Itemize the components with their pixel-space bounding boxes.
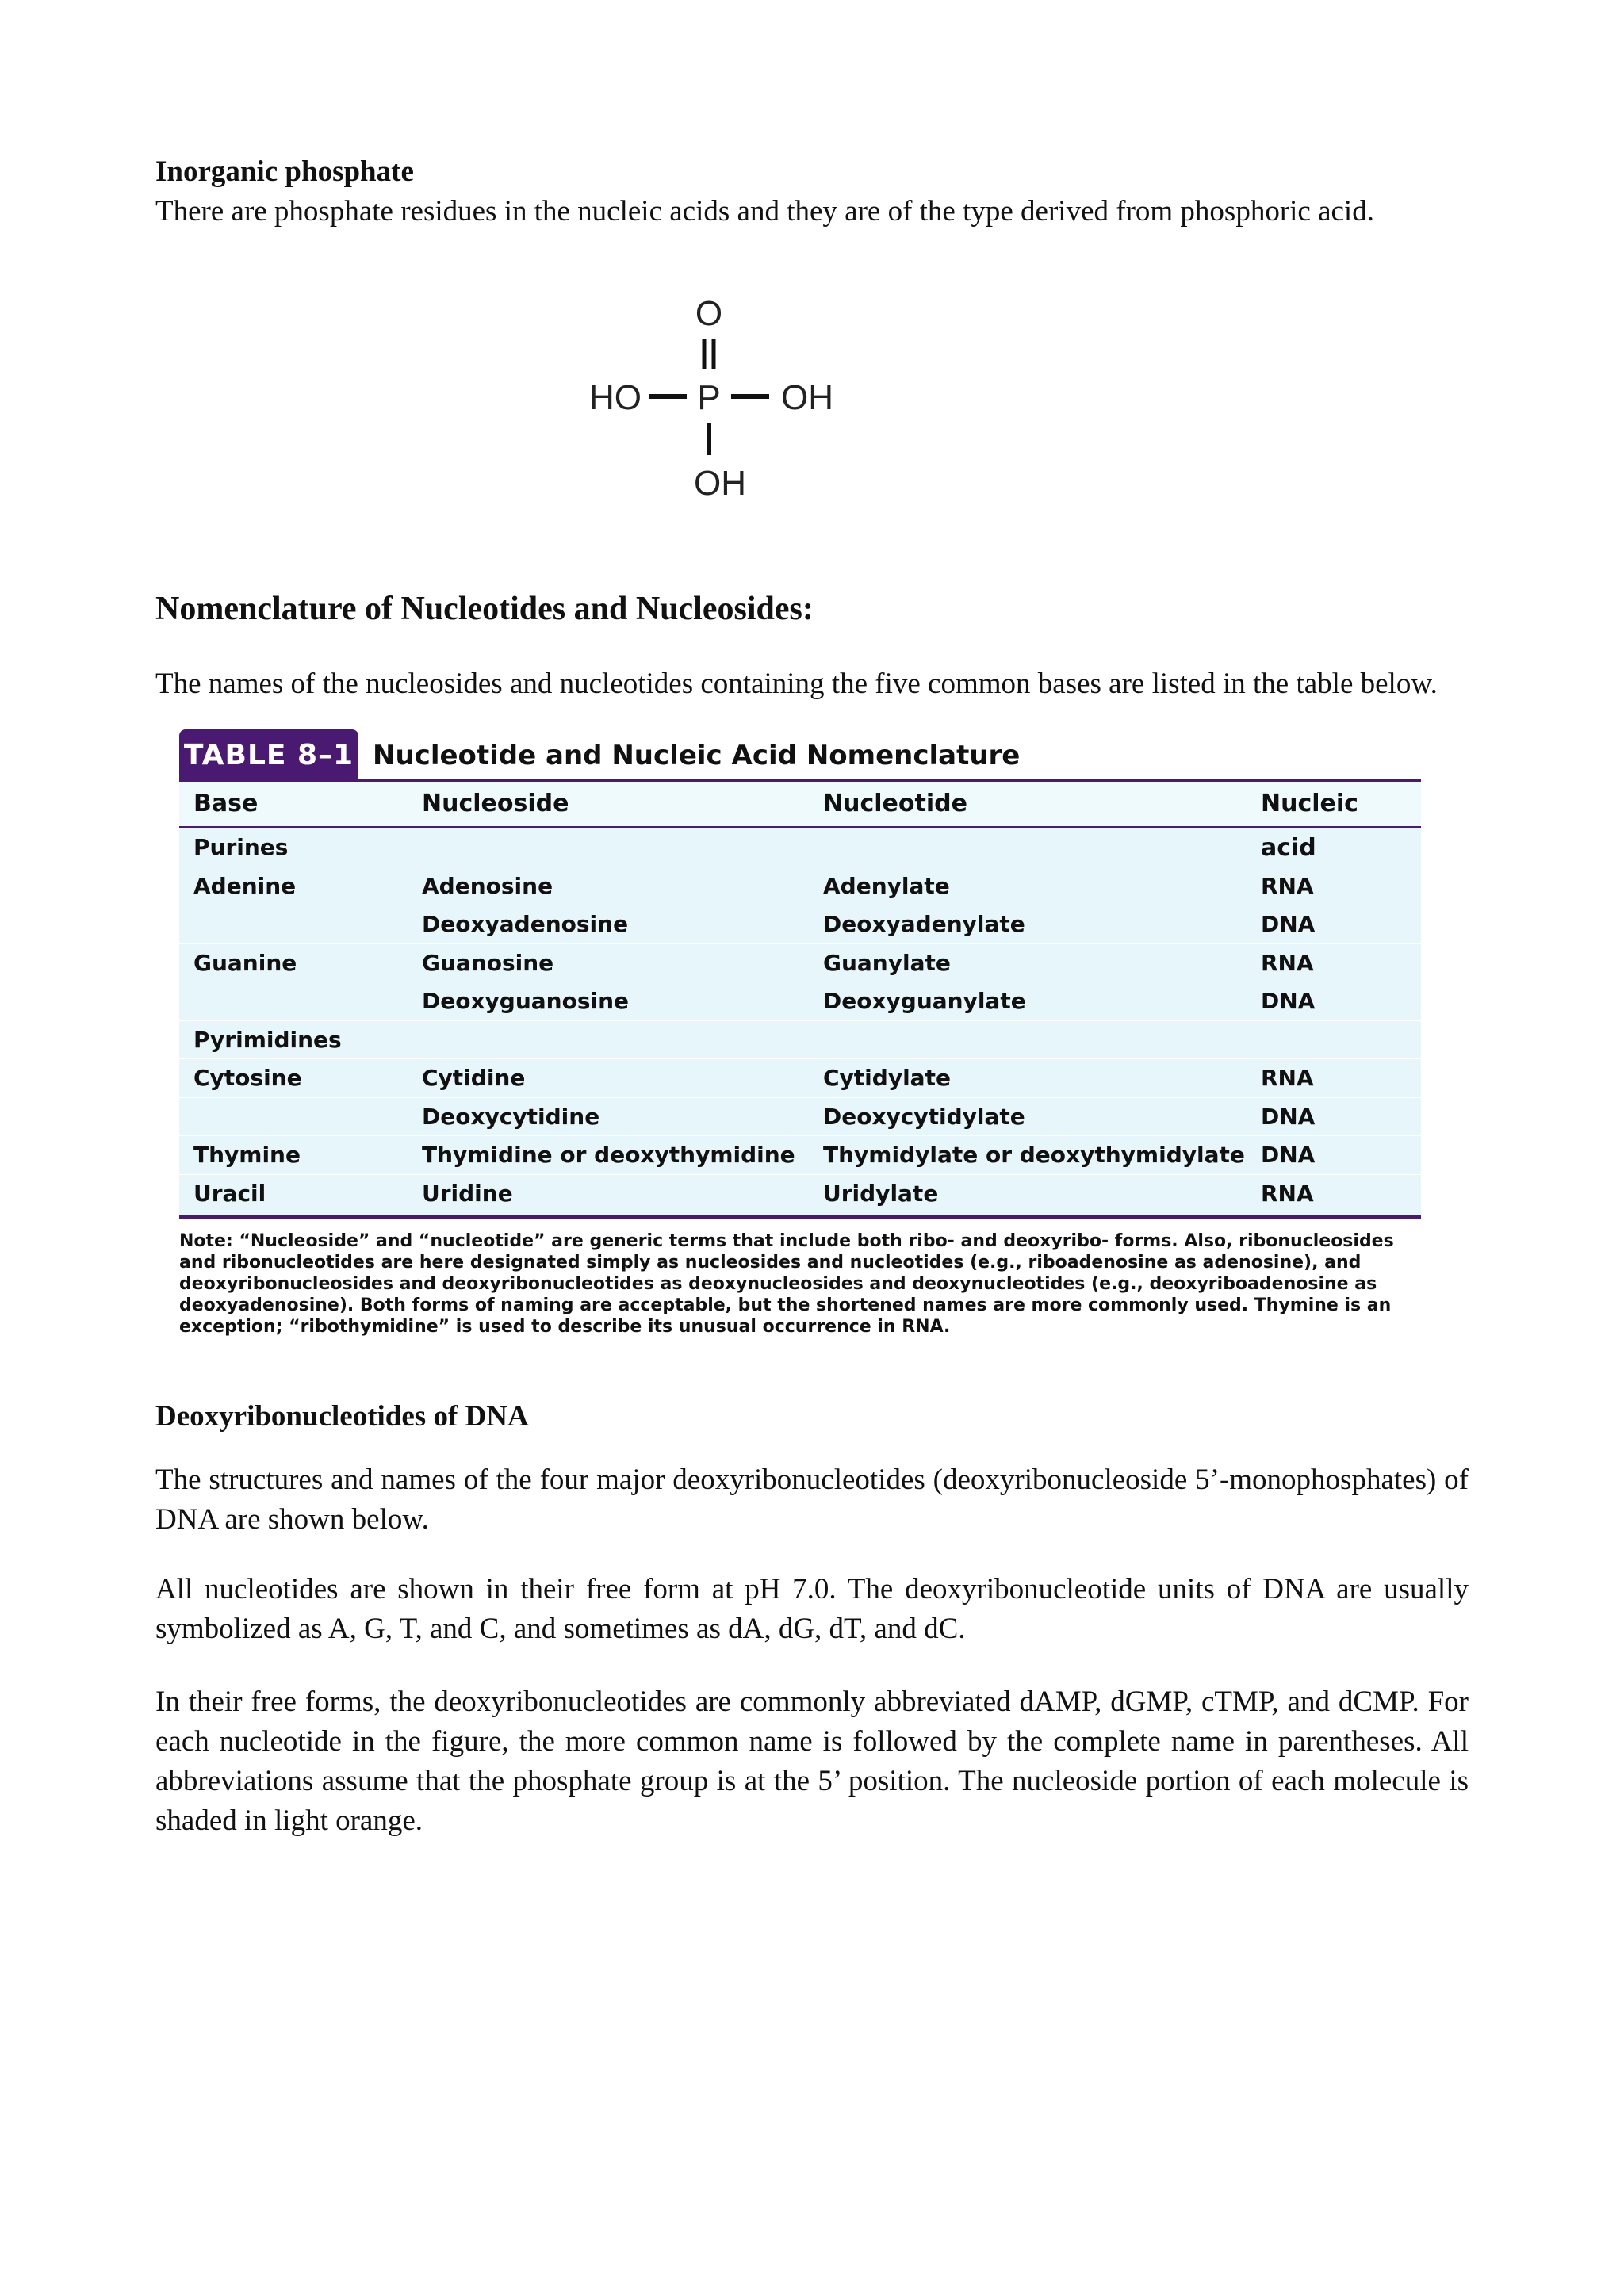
- paragraph-nomenclature: The names of the nucleosides and nucleotides containing the five common bases are listed in the table below.: [155, 668, 1438, 700]
- cell-nucleotide: Uridylate: [823, 1180, 939, 1207]
- cell-nucleoside: Guanosine: [422, 949, 554, 976]
- structure-atom-p: P: [697, 378, 721, 417]
- paragraph-deoxy-2: All nucleotides are shown in their free form at pH 7.0. The deoxyribonucleotide units of DNA are usually symbolized as A, G, T, and C, and sometimes as dA, dG, dT, and dC.: [155, 1573, 1469, 1645]
- cell-nucleotide: Deoxyadenylate: [823, 911, 1025, 937]
- table-row: [179, 1058, 1421, 1097]
- table-row: [179, 905, 1421, 943]
- cell-nucleotide: Guanylate: [823, 949, 951, 976]
- table-row: [179, 867, 1421, 905]
- cell-nucleotide: Adenylate: [823, 872, 950, 899]
- cell-nucleic-acid: DNA: [1261, 911, 1316, 937]
- section-heading-nomenclature: Nomenclature of Nucleotides and Nucleosides:: [155, 591, 814, 627]
- cell-base: Guanine: [193, 949, 297, 976]
- table-row: [179, 1135, 1421, 1174]
- section-heading-inorganic-phosphate: Inorganic phosphate: [155, 155, 414, 188]
- column-header-base: Base: [193, 790, 259, 817]
- cell-nucleic-acid: DNA: [1261, 1103, 1316, 1130]
- table-row: [179, 982, 1421, 1020]
- paragraph-deoxy-3: In their free forms, the deoxyribonucleotides are commonly abbreviated dAMP, dGMP, cTMP, and dCMP. For each nucleotide in the figure, the more common name is followed by the complete name in parentheses. All abbreviations assume that the phosphate group is at the 5’ position. The nucleoside portion of each molecule is shaded in light orange.: [155, 1686, 1469, 1837]
- table-note-text: “Nucleoside” and “nucleotide” are generic terms that include both ribo- and deoxyribo- forms. Also, ribonucleosides and ribonucleotides are here designated simply as nucleosides and nucleotides (e.g., riboadenosine as adenosine), and deoxyribonucleosides and deoxyribonucleotides as deoxynucleosides and deoxynucleotides (e.g., deoxyriboadenosine as deoxyadenosine). Both forms of naming are acceptable, but the shortened names are more commonly used. Thymine is an exception; “ribothymidine” is used to describe its unusual occurrence in RNA.: [179, 1231, 1394, 1337]
- cell-nucleic-acid: DNA: [1261, 988, 1316, 1014]
- cell-nucleotide: Thymidylate or deoxythymidylate: [823, 1142, 1245, 1168]
- cell-nucleoside: Deoxyguanosine: [422, 988, 630, 1014]
- cell-nucleoside: Uridine: [422, 1180, 513, 1207]
- table-row: [179, 828, 1421, 867]
- paragraph-deoxy-1: The structures and names of the four major deoxyribonucleotides (deoxyribonucleoside 5’-monophosphates) of DNA are shown below.: [155, 1464, 1469, 1536]
- table-note-label: Note:: [179, 1231, 233, 1251]
- column-header-nucleoside: Nucleoside: [422, 790, 569, 817]
- cell-nucleotide: Deoxycytidylate: [823, 1103, 1025, 1130]
- table-row: [179, 1097, 1421, 1136]
- table-body: [179, 828, 1421, 1219]
- structure-atom-o-top: O: [695, 294, 723, 333]
- cell-base: Uracil: [193, 1180, 266, 1207]
- section-heading-deoxyribonucleotides: Deoxyribonucleotides of DNA: [155, 1400, 529, 1433]
- cell-base: Pyrimidines: [193, 1026, 342, 1053]
- phosphoric-acid-structure: [585, 285, 855, 515]
- paragraph-inorganic-phosphate: There are phosphate residues in the nucleic acids and they are of the type derived from phosphoric acid.: [155, 195, 1374, 228]
- nomenclature-table: [179, 729, 1421, 1337]
- cell-nucleic-acid: RNA: [1261, 1180, 1314, 1207]
- cell-nucleic-acid: RNA: [1261, 1065, 1314, 1091]
- column-header-nucleic-acid: Nucleic acid: [1261, 790, 1358, 862]
- cell-base: Purines: [193, 834, 289, 860]
- cell-base: Thymine: [193, 1142, 301, 1168]
- structure-group-oh-right: OH: [781, 378, 833, 417]
- cell-nucleoside: Thymidine or deoxythymidine: [422, 1142, 795, 1168]
- structure-group-ho-left: HO: [589, 378, 642, 417]
- cell-nucleoside: Deoxycytidine: [422, 1103, 600, 1130]
- table-row: [179, 1020, 1421, 1059]
- table-title: Nucleotide and Nucleic Acid Nomenclature: [373, 740, 1021, 771]
- cell-base: Adenine: [193, 872, 297, 899]
- cell-nucleic-acid: DNA: [1261, 1142, 1316, 1168]
- structure-group-oh-bottom: OH: [694, 464, 746, 503]
- cell-nucleic-acid: RNA: [1261, 872, 1314, 899]
- cell-nucleotide: Cytidylate: [823, 1065, 951, 1091]
- cell-nucleotide: Deoxyguanylate: [823, 988, 1026, 1014]
- table-row: [179, 1174, 1421, 1213]
- table-note: [179, 1230, 1400, 1337]
- table-badge: TABLE 8–1: [179, 729, 358, 782]
- table-header-bar: [179, 729, 1421, 782]
- cell-nucleoside: Deoxyadenosine: [422, 911, 629, 937]
- cell-base: Cytosine: [193, 1065, 302, 1091]
- cell-nucleoside: Adenosine: [422, 872, 553, 899]
- cell-nucleic-acid: RNA: [1261, 949, 1314, 976]
- table-row: [179, 943, 1421, 982]
- column-header-nucleotide: Nucleotide: [823, 790, 967, 817]
- cell-nucleoside: Cytidine: [422, 1065, 526, 1091]
